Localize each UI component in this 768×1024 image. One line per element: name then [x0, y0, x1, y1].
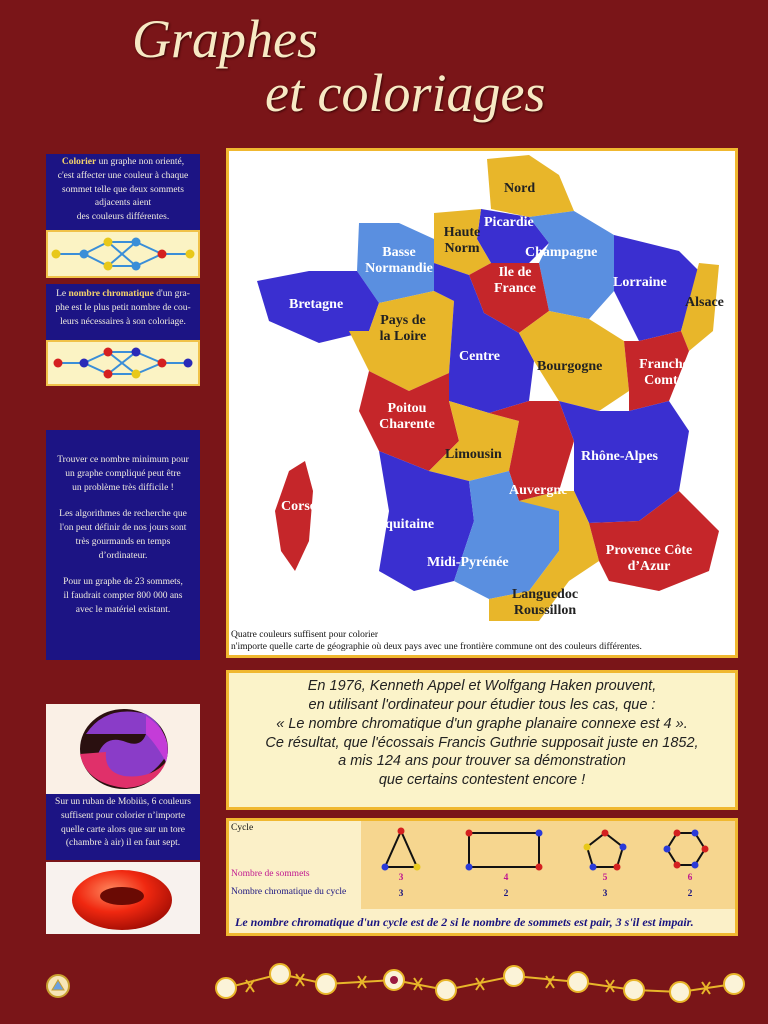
region-corse	[275, 461, 313, 571]
panel3-line5: l'on peut définir de nos jours sont	[59, 523, 187, 534]
label-haute-norm: Haute Norm	[443, 225, 481, 257]
panel1-line2: sommet telle que deux sommets	[62, 184, 184, 195]
graph-2-drawing	[48, 342, 198, 384]
label-centre: Centre	[459, 349, 500, 364]
label-aquitaine: Aquitaine	[375, 517, 435, 532]
panel2-line0: phe est le plus petit nombre de cou-	[55, 302, 191, 313]
panel4-line1: suffisent pour colorier n’importe	[60, 810, 186, 821]
map-caption	[231, 629, 731, 654]
panel1-line1: c'est affecter une couleur à chaque	[57, 170, 189, 181]
panel4-line3: (chambre à air) il en faut sept.	[65, 838, 181, 849]
theorem-quote-box	[226, 670, 738, 810]
cycles-conclusion: Le nombre chromatique d'un cycle est de 2 si le nombre de sommets est pair, 3 s'il est impair.	[235, 915, 694, 929]
graph-1-drawing	[48, 232, 198, 276]
label-champagne: Champagne	[525, 245, 598, 260]
panel3-line2: un problème très difficile !	[72, 482, 174, 493]
label-languedoc: Languedoc Roussillon	[511, 587, 579, 619]
chromatique-5: 3	[602, 889, 608, 899]
panel3-line4: Les algorithmes de recherche que	[59, 509, 187, 520]
chromatique-3: 3	[398, 889, 404, 899]
sommets-6: 6	[687, 873, 693, 883]
torus-icon	[46, 862, 200, 934]
cycles-table	[226, 818, 738, 936]
sommets-3: 3	[398, 873, 404, 883]
chromatic-number-panel	[46, 284, 200, 340]
label-bretagne: Bretagne	[289, 297, 344, 312]
label-franche-comte: Franche Comté	[639, 357, 689, 389]
page-title-line1: Graphes	[132, 9, 318, 69]
cycle-header: Cycle	[231, 823, 254, 833]
sommets-5: 5	[602, 873, 608, 883]
panel2-line1: leurs nécessaires à son coloriage.	[60, 316, 186, 327]
footer-decoration	[0, 960, 768, 1020]
sommets-label: Nombre de sommets	[231, 869, 310, 879]
label-lorraine: Lorraine	[613, 275, 667, 290]
map-caption-line2: n'importe quelle carte de géographie où deux pays avec une frontière commune ont des couleurs différentes.	[231, 642, 642, 653]
label-provence: Provence Côte d’Azur	[605, 543, 693, 575]
panel3-line6: très gourmands en temps	[75, 536, 171, 547]
example-graph-2	[46, 340, 200, 386]
mobius-strip-icon	[46, 704, 200, 794]
panel3-line11: avec le matériel existant.	[75, 604, 171, 615]
quote-line0: En 1976, Kenneth Appel et Wolfgang Haken prouvent,	[307, 678, 657, 694]
torus-image	[46, 862, 200, 934]
panel1-line4: des couleurs différentes.	[76, 212, 170, 223]
panel3-line0: Trouver ce nombre minimum pour	[57, 455, 189, 465]
sommets-4: 4	[503, 873, 509, 883]
quote-line1: en utilisant l'ordinateur pour étudier tous les cas, que :	[308, 696, 656, 713]
complexity-panel	[46, 430, 200, 660]
quote-line3: Ce résultat, que l'écossais Francis Guthrie supposait juste en 1852,	[265, 734, 699, 751]
chromatique-label: Nombre chromatique du cycle	[231, 887, 347, 897]
label-basse-normandie: Basse Normandie	[365, 245, 433, 277]
mobius-strip-image	[46, 704, 200, 794]
quote-line5: que certains contestent encore !	[378, 772, 586, 789]
label-auvergne: Auvergne	[509, 483, 568, 498]
label-limousin: Limousin	[445, 447, 502, 462]
label-picardie: Picardie	[484, 215, 534, 230]
panel4-line2: quelle carte alors que sur un tore	[61, 824, 185, 835]
quote-line4: a mis 124 ans pour trouver sa démonstration	[338, 753, 626, 770]
panel2-prefix: Le	[56, 289, 69, 299]
panel2-rest: d'un gra-	[153, 289, 190, 299]
label-rhone-alpes: Rhône-Alpes	[581, 449, 659, 464]
label-corse: Corse	[281, 499, 316, 514]
cycle-graphs	[361, 823, 735, 873]
label-bourgogne: Bourgogne	[537, 359, 603, 374]
map-caption-line1: Quatre couleurs suffisent pour colorier	[231, 630, 379, 640]
panel3-line10: il faudrait compter 800 000 ans	[63, 591, 183, 602]
label-midi-pyrenee: Midi-Pyrénée	[427, 555, 509, 570]
definition-panel	[46, 154, 200, 230]
panel4-line0: Sur un ruban de Mobiüs, 6 couleurs	[55, 797, 191, 807]
label-pays-de-la-loire: Pays de la Loire	[379, 313, 427, 345]
panel1-line3: adjacents aient	[94, 198, 152, 209]
france-map-panel	[226, 148, 738, 658]
label-alsace: Alsace	[685, 295, 724, 310]
mobius-panel	[46, 794, 200, 860]
quote-line2: « Le nombre chromatique d'un graphe planaire connexe est 4 ».	[276, 715, 688, 732]
page-title-line2: et coloriages	[265, 63, 546, 123]
panel3-line7: d’ordinateur.	[98, 550, 148, 561]
label-nord: Nord	[504, 181, 536, 196]
highlight-nombre-chromatique: nombre chromatique	[68, 289, 154, 299]
home-icon[interactable]	[47, 975, 69, 997]
label-poitou-charente: Poitou Charente	[379, 401, 435, 433]
panel3-line9: Pour un graphe de 23 sommets,	[63, 577, 183, 588]
panel3-line1: un graphe compliqué peut être	[65, 468, 181, 479]
chromatique-6: 2	[687, 889, 693, 899]
example-graph-1	[46, 230, 200, 278]
chromatique-4: 2	[503, 889, 509, 899]
highlight-colorier: Colorier	[61, 157, 97, 167]
label-ile-de-france: Ile de France	[494, 265, 536, 297]
panel1-line0: un graphe non orienté,	[96, 157, 185, 167]
